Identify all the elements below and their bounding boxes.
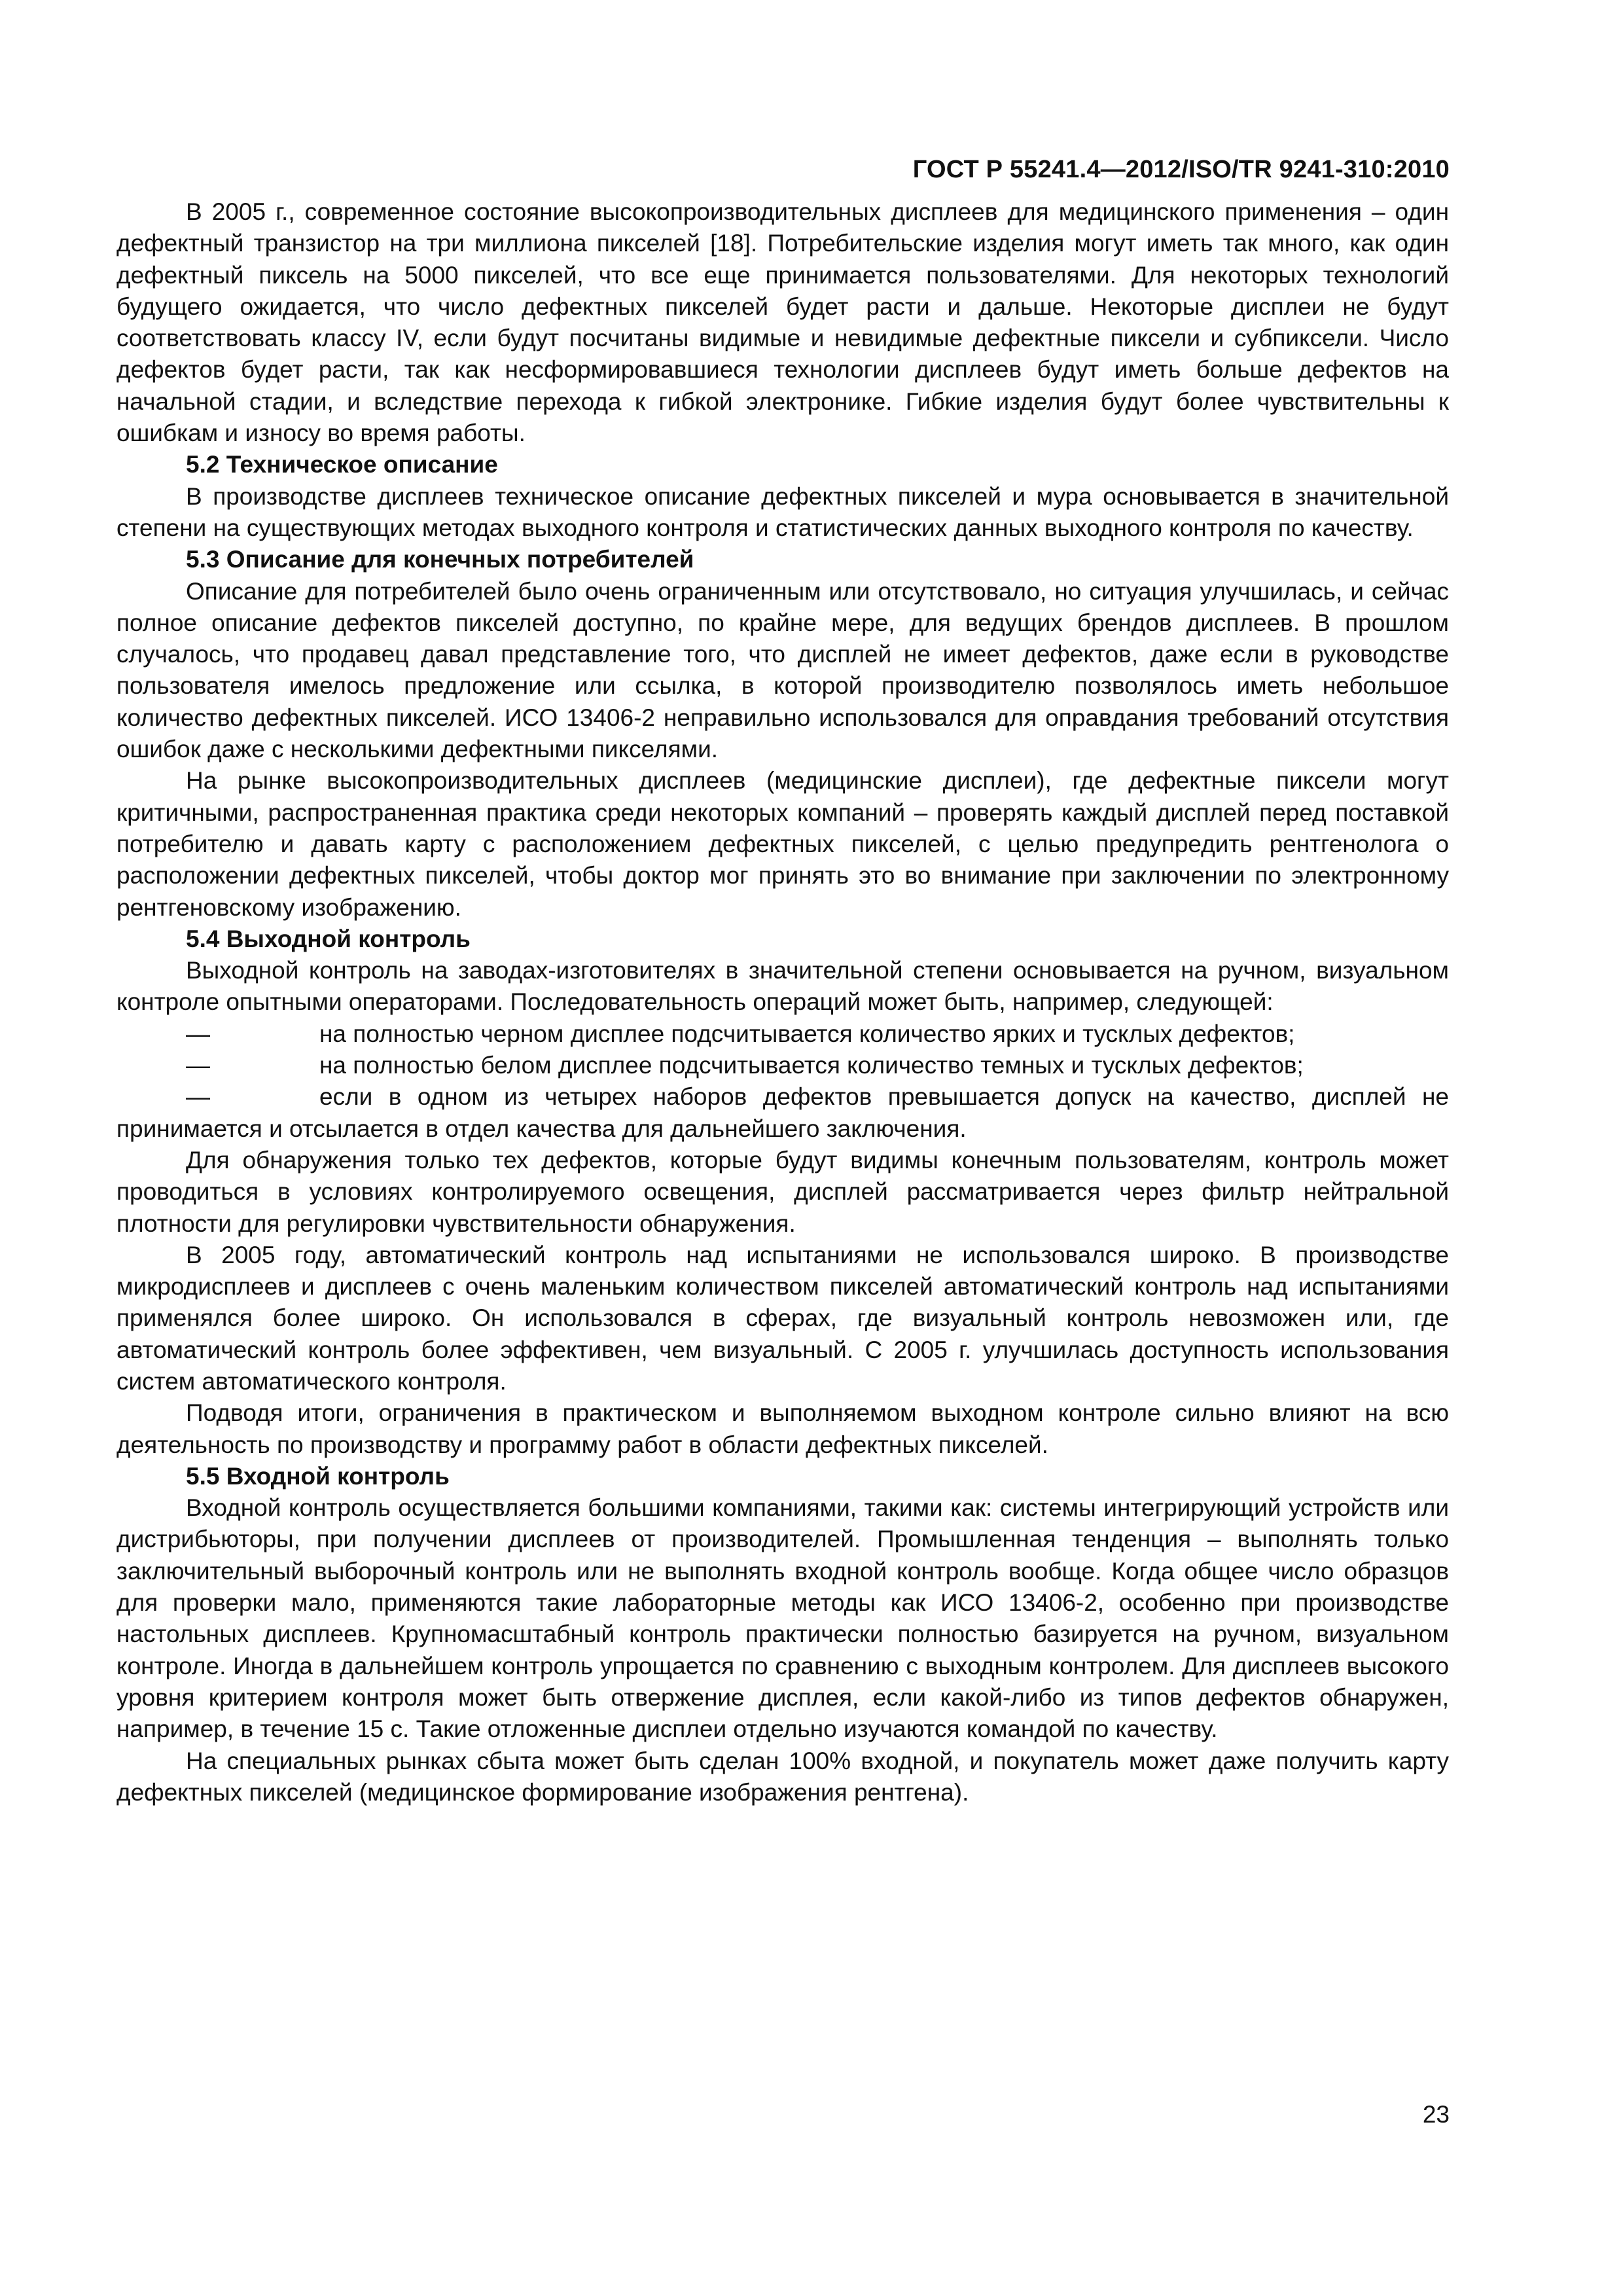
section-5-2-paragraph: В производстве дисплеев техническое описание дефектных пикселей и мура основывается в значительной степени на существующих методах выходного контроля и статистических данных выходного контроля по качеству. <box>116 482 1449 541</box>
page-number: 23 <box>1422 2101 1450 2128</box>
section-5-3-paragraph-1: Описание для потребителей было очень ограниченным или отсутствовало, но ситуация улучшилась, и сейчас полное описание дефектов пикселей доступно, по крайне мере, для ведущих брендов дисплеев. В прошлом случалось, что продавец давал представление того, что дисплей не имеет дефектов, даже если в руководстве пользователя имелось предложение или ссылка, в которой производителю позволялось иметь небольшое количество дефектных пикселей. ИСО 13406-2 неправильно использовался для оправдания требований отсутствия ошибок даже с несколькими дефектными пикселями. <box>116 577 1449 763</box>
list-item-text: на полностью белом дисплее подсчитывается количество темных и тусклых дефектов; <box>319 1052 1304 1079</box>
list-item-text: если в одном из четырех наборов дефектов превышается допуск на качество, дисплей не принимается и отсылается в отдел качества для дальнейшего заключения. <box>116 1083 1449 1142</box>
section-5-4-paragraph-4: Подводя итоги, ограничения в практическом и выполняемом выходном контроле сильно влияют на всю деятельность по производству и программу работ в области дефектных пикселей. <box>116 1399 1449 1458</box>
section-5-4-paragraph-1: Выходной контроль на заводах-изготовителях в значительной степени основывается на ручном, визуальном контроле опытными операторами. Последовательность операций может быть, например, следующей: <box>116 957 1449 1016</box>
document-body <box>116 196 1449 1808</box>
dash-marker: — <box>186 1083 210 1111</box>
list-item-text: на полностью черном дисплее подсчитывается количество ярких и тусклых дефектов; <box>319 1020 1295 1047</box>
section-5-3-heading: 5.3 Описание для конечных потребителей <box>186 546 694 573</box>
list-item <box>116 1050 1449 1081</box>
section-5-3-paragraph-2: На рынке высокопроизводительных дисплеев (медицинские дисплеи), где дефектные пиксели могут критичными, распространенная практика среди некоторых компаний – проверять каждый дисплей перед поставкой потребителю и давать карту с расположением дефектных пикселей, с целью предупредить рентгенолога о расположении дефектных пикселей, чтобы доктор мог принять это во внимание при заключении по электронному рентгеновскому изображению. <box>116 767 1449 921</box>
section-5-5-paragraph-1: Входной контроль осуществляется большими компаниями, такими как: системы интегрирующий устройств или дистрибьюторы, при получении дисплеев от производителей. Промышленная тенденция – выполнять только заключительный выборочный контроль или не выполнять входной контроль вообще. Когда общее число образцов для проверки мало, применяются такие лабораторные методы как ИСО 13406-2, особенно при производстве настольных дисплеев. Крупномасштабный контроль практически полностью базируется на ручном, визуальном контроле. Иногда в дальнейшем контроль упрощается по сравнению с выходным контролем. Для дисплеев высокого уровня критерием контроля может быть отвержение дисплея, если какой-либо из типов дефектов обнаружен, например, в течение 15 с. Такие отложенные дисплеи отдельно изучаются командой по качеству. <box>116 1494 1449 1743</box>
dash-marker: — <box>186 1052 210 1079</box>
document-header: ГОСТ Р 55241.4—2012/ISO/TR 9241-310:2010 <box>912 156 1450 183</box>
section-5-4-heading: 5.4 Выходной контроль <box>186 925 471 952</box>
section-5-2-heading: 5.2 Техническое описание <box>186 451 498 478</box>
section-5-4-paragraph-2: Для обнаружения только тех дефектов, которые будут видимы конечным пользователям, контроль может проводиться в условиях контролируемого освещения, дисплей рассматривается через фильтр нейтральной плотности для регулировки чувствительности обнаружения. <box>116 1146 1449 1237</box>
dash-marker: — <box>186 1020 210 1047</box>
intro-paragraph: В 2005 г., современное состояние высокопроизводительных дисплеев для медицинского применения – один дефектный транзистор на три миллиона пикселей [18]. Потребительские изделия могут иметь так много, как один дефектный пиксель на 5000 пикселей, что все еще принимается пользователями. Для некоторых технологий будущего ожидается, что число дефектных пикселей будет расти и дальше. Некоторые дисплеи не будут соответствовать классу IV, если будут посчитаны видимые и невидимые дефектные пиксели и субпиксели. Число дефектов будет расти, так как несформировавшиеся технологии дисплеев будут иметь больше дефектов на начальной стадии, и вследствие перехода к гибкой электронике. Гибкие изделия будут более чувствительны к ошибкам и износу во время работы. <box>116 198 1449 447</box>
section-5-5-paragraph-2: На специальных рынках сбыта может быть сделан 100% входной, и покупатель может даже получить карту дефектных пикселей (медицинское формирование изображения рентгена). <box>116 1747 1449 1806</box>
list-item <box>116 1018 1449 1050</box>
section-5-4-paragraph-3: В 2005 году, автоматический контроль над испытаниями не использовался широко. В производстве микродисплеев и дисплеев с очень маленьким количеством пикселей автоматический контроль над испытаниями применялся более широко. Он использовался в сферах, где визуальный контроль невозможен или, где автоматический контроль более эффективен, чем визуальный. С 2005 г. улучшилась доступность использования систем автоматического контроля. <box>116 1241 1449 1395</box>
list-item <box>116 1081 1449 1145</box>
section-5-5-heading: 5.5 Входной контроль <box>186 1462 450 1490</box>
